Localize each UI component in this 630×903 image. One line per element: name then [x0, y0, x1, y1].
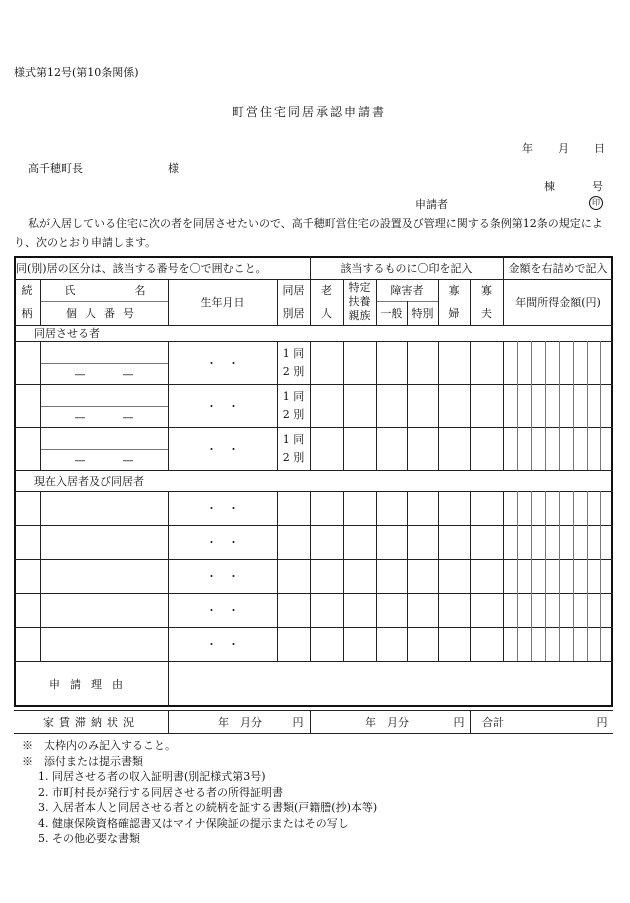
col-disabled-general: 一般 [380, 307, 403, 320]
birth-date-dots: ・ ・ [206, 570, 239, 583]
dash: — [74, 367, 86, 381]
attachment-item: 1. 同居させる者の収入証明書(別記様式第3号) [38, 770, 266, 783]
rule [407, 341, 408, 470]
col-annual-income: 年間所得金額(円) [515, 296, 601, 309]
date-day-label: 日 [594, 142, 605, 155]
col-widower-bottom: 夫 [481, 307, 492, 320]
col-name-a: 氏 [64, 284, 76, 297]
rule [376, 491, 377, 661]
date-year-label: 年 [522, 142, 533, 155]
rule [573, 491, 574, 661]
rule [531, 491, 532, 661]
note-attachments: ※ 添付または提示書類 [22, 754, 143, 768]
applicant-label: 申請者 [415, 198, 448, 211]
rule [40, 449, 168, 450]
option-cohabit: 1 同 [282, 432, 305, 446]
notes [22, 738, 377, 847]
rule [376, 341, 377, 470]
col-elder-top: 老 [321, 284, 332, 297]
dash: — [122, 367, 134, 381]
rule [438, 341, 439, 470]
rule [587, 491, 588, 661]
rule [168, 710, 169, 733]
rule [559, 491, 560, 661]
birth-date-dots: ・ ・ [206, 604, 239, 617]
col-birth-date: 生年月日 [200, 296, 245, 309]
option-separate: 2 別 [282, 450, 305, 464]
col-disabled: 障害者 [390, 284, 424, 297]
date-month-label: 月 [558, 142, 569, 155]
rule [40, 363, 168, 364]
rule [587, 341, 588, 470]
col-dependent-1: 特定 [348, 281, 371, 294]
rule [14, 384, 613, 385]
col-dependent-3: 親族 [348, 309, 371, 322]
dash: — [122, 453, 134, 467]
rule [343, 341, 344, 470]
option-separate: 2 別 [282, 364, 305, 378]
col-personal-number: 個人番号 [66, 307, 142, 320]
rule [559, 341, 560, 470]
rule [14, 733, 613, 734]
reason-label: 申請理由 [49, 678, 133, 691]
rule [14, 427, 613, 428]
rule [343, 491, 344, 661]
col-relation-bottom: 柄 [21, 307, 33, 320]
option-cohabit: 1 同 [282, 389, 305, 403]
section-header-relation: 同(別)居の区分は、該当する番号を〇で囲むこと。 [16, 262, 267, 275]
seal-icon: 印 [589, 196, 603, 210]
col-separate: 別居 [282, 307, 305, 320]
honorific: 様 [168, 162, 179, 175]
rule [310, 710, 311, 733]
rule [600, 341, 601, 470]
attachment-item: 2. 市町村長が発行する同居させる者の所得証明書 [38, 785, 283, 799]
rule [470, 710, 471, 733]
rule [600, 491, 601, 661]
col-widower-top: 寡 [481, 284, 492, 297]
rule [545, 491, 546, 661]
attachment-item: 3. 入居者本人と同居させる者との続柄を証する書類(戸籍謄(抄)本等) [38, 801, 378, 814]
page-title: 町営住宅同居承認申請書 [232, 105, 387, 119]
section-header-amount: 金額を右詰めで記入 [508, 262, 608, 275]
section-header-checks: 該当するものに〇印を記入 [340, 262, 473, 275]
birth-date-dots: ・ ・ [206, 502, 239, 515]
option-separate: 2 別 [282, 407, 305, 421]
rule [573, 341, 574, 470]
dash: — [74, 453, 86, 467]
rent-month-b: 年 月分 [365, 715, 409, 729]
col-disabled-special: 特別 [411, 307, 434, 320]
col-widow-bottom: 婦 [448, 307, 460, 320]
rule [517, 491, 518, 661]
birth-date-dots: ・ ・ [206, 356, 239, 370]
dash: — [122, 410, 134, 424]
col-cohabit: 同居 [282, 284, 305, 297]
rule [14, 627, 613, 628]
dash: — [74, 410, 86, 424]
col-widow-top: 寡 [448, 284, 460, 297]
rule [14, 341, 613, 342]
rent-yen-total: 円 [596, 715, 608, 729]
rule [470, 491, 471, 661]
rent-month-a: 年 月分 [218, 715, 262, 729]
rent-yen-a: 円 [292, 715, 304, 729]
intro-text: 私が入居している住宅に次の者を同居させたいので、高千穂町営住宅の設置及び管理に関する条例第12条の規定により、次のとおり申請します。 [14, 217, 603, 249]
rule [40, 341, 41, 470]
rent-total-label: 合計 [482, 715, 504, 729]
rule [545, 341, 546, 470]
rule [438, 491, 439, 661]
room-number-label: 号 [592, 180, 603, 193]
rule [40, 406, 168, 407]
note-inside-frame: ※ 太枠内のみ記入すること。 [22, 739, 176, 752]
form-number: 様式第12号(第10条関係) [14, 66, 139, 79]
seal-mark [589, 195, 603, 210]
rule [277, 491, 278, 661]
attachment-item: 4. 健康保険資格確認書又はマイナ保険証の提示またはその写し [38, 816, 349, 830]
rule [14, 593, 613, 594]
rule [503, 491, 504, 661]
rule [310, 341, 311, 470]
rule [14, 491, 613, 492]
building-label: 棟 [544, 180, 555, 193]
rule [310, 491, 311, 661]
group-label-new-cohabitants: 同居させる者 [34, 327, 100, 340]
col-name-b: 名 [134, 284, 146, 297]
rule [517, 341, 518, 470]
rule [40, 491, 41, 661]
option-cohabit: 1 同 [282, 346, 305, 360]
birth-date-dots: ・ ・ [206, 399, 239, 413]
col-elder-bottom: 人 [321, 307, 332, 320]
rule [531, 341, 532, 470]
rule [503, 341, 504, 470]
rule [14, 470, 613, 471]
rent-yen-b: 円 [453, 715, 465, 729]
col-relation-top: 続 [21, 284, 33, 297]
rule [407, 491, 408, 661]
rule [14, 525, 613, 526]
rule [470, 341, 471, 470]
addressee: 高千穂町長 [28, 162, 83, 175]
rent-arrears-label: 家賃滞納状況 [43, 715, 139, 729]
rule [14, 559, 613, 560]
col-dependent-2: 扶養 [348, 295, 371, 308]
group-label-current-residents: 現在入居者及び同居者 [34, 474, 144, 488]
birth-date-dots: ・ ・ [206, 536, 239, 549]
birth-date-dots: ・ ・ [206, 638, 239, 651]
attachment-item: 5. その他必要な書類 [38, 832, 140, 845]
birth-date-dots: ・ ・ [206, 442, 239, 456]
